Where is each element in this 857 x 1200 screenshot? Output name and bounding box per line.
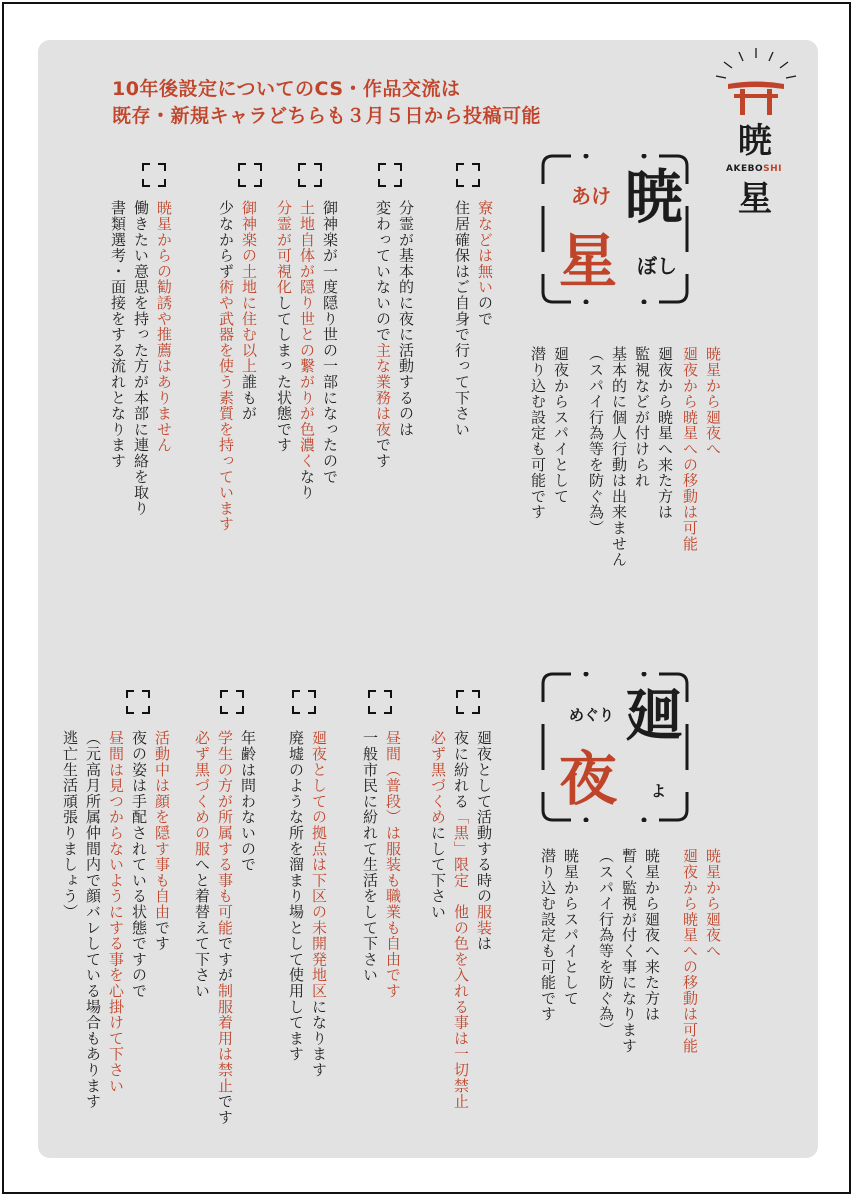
text-line	[318, 200, 341, 600]
text-line	[104, 730, 127, 1130]
text-segment: ので	[476, 294, 494, 327]
checkbox	[456, 163, 480, 187]
text-segment: へと着替えて下さい	[193, 856, 211, 999]
text-line	[152, 200, 175, 600]
text-line: 監視などが付けられ	[633, 346, 651, 489]
text-line: 潜り込む設定も可能です	[539, 848, 557, 1022]
text-line: 暫く監視が付く事になります	[620, 848, 638, 1054]
text-line	[358, 730, 381, 1130]
text-segment: （元高月所属仲間内で顔バレしている場合もあります	[84, 730, 102, 1110]
text-segment: なり	[298, 468, 316, 501]
highlight-text: 廻夜としての拠点は下区の未開発地区	[310, 730, 328, 999]
text-line: 潜り込む設定も可能です	[529, 346, 547, 520]
highlight-text: 主な業務は夜	[374, 342, 392, 438]
logo-romaji-b: SHI	[763, 164, 782, 174]
meguriyo-rule-1	[426, 730, 495, 1130]
meguriyo-title-box	[541, 672, 689, 822]
text-line: （スパイ行為等を防ぐ為）	[587, 346, 605, 536]
text-segment: 夜の姿は手配されている状態ですので	[130, 730, 148, 999]
text-line	[214, 200, 237, 600]
text-line: 廻夜から暁星へ来た方は	[656, 346, 674, 520]
akeboshi-rule-1	[450, 200, 496, 600]
text-segment: 一般市民に紛れて生活をして下さい	[361, 730, 379, 983]
text-segment: にして下さい	[429, 824, 447, 920]
checkbox	[378, 163, 402, 187]
text-line	[371, 200, 394, 600]
meguriyo-kana-1: めぐり	[569, 706, 615, 724]
akeboshi-surveillance-note	[584, 346, 676, 636]
highlight-text: 昼間は見つからないようにする事を心掛けて下さい	[107, 730, 125, 1094]
highlight-text: 土地自体が隠り世との繋がりが色濃く	[298, 200, 316, 469]
akeboshi-spy-note	[526, 346, 572, 636]
text-segment: 廃墟のような所を溜まり場として使用してます	[287, 730, 305, 1062]
logo-char-top: 暁	[738, 121, 772, 161]
checkbox	[142, 163, 166, 187]
text-line	[127, 730, 150, 1130]
checkbox	[456, 690, 480, 714]
highlight-text: 必ず黒づくめの服	[193, 730, 211, 857]
text-line: 暁星から廻夜へ	[704, 848, 722, 959]
logo-romaji	[726, 164, 782, 174]
text-line	[81, 730, 104, 1130]
meguriyo-movement-note	[678, 848, 724, 1108]
text-line	[272, 200, 295, 600]
akeboshi-kana-2: ぼし	[637, 254, 677, 278]
text-line	[307, 730, 330, 1130]
meguriyo-kana-2: よ	[651, 782, 667, 800]
text-segment: ですが	[216, 935, 234, 983]
text-line	[106, 200, 129, 600]
meguriyo-rule-5	[58, 730, 173, 1130]
text-segment: 逃亡生活頑張りましょう）	[61, 730, 79, 920]
notice-line-2: 既存・新規キャラどちらも３月５日から投稿可能	[112, 105, 542, 127]
text-line	[129, 200, 152, 600]
text-segment: です	[374, 437, 392, 469]
text-line: 暁星から廻夜へ来た方は	[643, 848, 661, 1022]
text-segment: は	[475, 935, 493, 952]
text-line	[236, 730, 259, 1130]
highlight-text: 学生の方が所属する事も可能	[216, 730, 234, 936]
highlight-text: 必ず黒づくめ	[429, 730, 447, 825]
text-segment: してしまった状態です	[275, 294, 293, 453]
notice-line-1: 10年後設定についてのCS・作品交流は	[112, 78, 461, 100]
text-line	[190, 730, 213, 1130]
text-line	[473, 200, 496, 600]
meguriyo-rule-3	[284, 730, 330, 1130]
akeboshi-kana-1: あけ	[571, 184, 611, 208]
akeboshi-kanji-1: 暁	[625, 163, 684, 231]
text-line	[472, 730, 495, 1130]
text-line	[449, 730, 472, 1130]
meguriyo-spy-note	[536, 848, 582, 1108]
akeboshi-title-box	[541, 154, 689, 304]
highlight-text: 御神楽の土地に住む以上	[240, 200, 258, 374]
checkbox	[292, 690, 316, 714]
akeboshi-logo	[706, 46, 806, 226]
text-line	[450, 200, 473, 600]
akeboshi-movement-note	[678, 346, 724, 636]
highlight-text: 昼間（普段）は服装も職業も自由です	[384, 730, 402, 999]
text-segment: 書類選考・面接をする流れとなります	[109, 200, 127, 469]
akeboshi-rule-5	[106, 200, 175, 600]
text-line: 暁星から廻夜へ	[704, 346, 722, 457]
highlight-text: 制服着用は禁止	[216, 982, 234, 1094]
text-line	[284, 730, 307, 1130]
text-line: 暁星からスパイとして	[562, 848, 580, 1006]
akeboshi-rule-4	[214, 200, 260, 600]
logo-char-bottom: 星	[738, 179, 772, 219]
text-line	[426, 730, 449, 1130]
text-line: 廻夜からスパイとして	[552, 346, 570, 504]
text-segment: になります	[310, 998, 328, 1078]
text-line	[150, 730, 173, 1130]
text-line	[213, 730, 236, 1130]
akeboshi-rule-2	[371, 200, 417, 600]
highlight-text: 「黒」限定 他の色を入れる事は一切禁止	[452, 809, 470, 1110]
meguriyo-kanji-1: 廻	[625, 681, 684, 749]
meguriyo-surveillance-note	[594, 848, 663, 1108]
torii-gate-icon	[706, 46, 806, 116]
highlight-text: 服装	[475, 903, 493, 936]
highlight-text: 術や武器を使う素質を持っています	[217, 279, 235, 532]
text-segment: 廻夜として活動する時の	[475, 730, 493, 904]
text-segment: 働きたい意思を持った方が本部に連絡を取り	[132, 200, 150, 516]
text-segment: 住居確保はご自身で行って下さい	[453, 200, 471, 437]
text-segment: 誰もが	[240, 373, 258, 422]
akeboshi-kanji-2: 星	[559, 227, 618, 295]
text-line	[295, 200, 318, 600]
akeboshi-rule-3	[272, 200, 341, 600]
posting-notice	[112, 76, 541, 130]
text-segment: 御神楽が一度隠り世の一部になったので	[321, 200, 339, 485]
text-line	[237, 200, 260, 600]
highlight-text: 分霊が可視化	[275, 200, 293, 295]
text-line: （スパイ行為等を防ぐ為）	[597, 848, 615, 1038]
text-line	[58, 730, 81, 1130]
highlight-text: 活動中は顔を隠す事も自由	[153, 730, 171, 920]
logo-romaji-a: AKEBO	[726, 164, 764, 174]
checkbox	[220, 690, 244, 714]
checkbox	[238, 163, 262, 187]
text-segment: 変わっていないので	[374, 200, 392, 343]
text-segment: 分霊が基本的に夜に活動するのは	[397, 200, 415, 437]
highlight-text: 暁星からの勧誘や推薦はありません	[155, 200, 173, 453]
meguriyo-rule-2	[358, 730, 404, 1130]
checkbox	[368, 690, 392, 714]
text-segment: です	[216, 1093, 234, 1126]
text-line	[381, 730, 404, 1130]
checkbox	[298, 163, 322, 187]
text-segment: 夜に紛れる	[452, 730, 470, 809]
checkbox	[126, 690, 150, 714]
text-line: 基本的に個人行動は出来ません	[610, 346, 628, 568]
meguriyo-kanji-2: 夜	[559, 745, 618, 813]
text-line: 廻夜から暁星への移動は可能	[681, 848, 699, 1054]
text-segment: 年齢は問わないので	[239, 730, 257, 873]
meguriyo-rule-4	[190, 730, 259, 1130]
text-segment: 少なからず	[217, 200, 235, 279]
text-segment: です	[153, 919, 171, 952]
highlight-text: 寮などは無い	[476, 200, 494, 295]
text-line: 廻夜から暁星への移動は可能	[681, 346, 699, 552]
text-line	[394, 200, 417, 600]
